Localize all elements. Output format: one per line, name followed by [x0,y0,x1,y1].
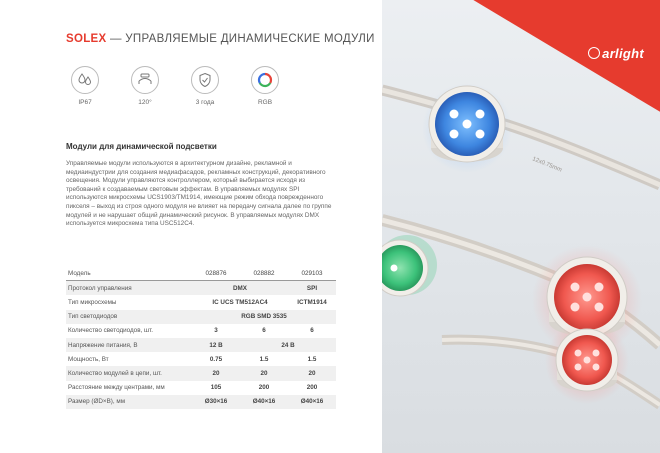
row-value: DMX [192,281,288,296]
row-label: Размер (ØD×В), мм [66,395,192,409]
row-value: 1.5 [307,355,317,363]
row-label: Протокол управления [66,281,192,296]
page-title [66,33,375,45]
title-brand: SOLEX [66,33,107,45]
section-subtitle: Модули для динамической подсветки [66,142,217,151]
angle-icon [131,66,159,94]
row-value: 1.5 [259,355,269,363]
feature-ip67 [60,66,110,106]
row-value: 3 [214,327,218,335]
row-value: 20 [192,366,240,380]
model-028882: 028882 [240,266,288,281]
table-row [66,395,336,409]
row-value: 24 В [240,338,336,352]
row-label: Тип светодиодов [66,310,192,324]
product-photo [382,0,660,453]
row-value: 12 В [192,338,240,352]
spec-table [66,266,336,409]
feature-label: IP67 [78,99,92,106]
rgb-ring-icon [251,66,279,94]
row-value: 200 [258,384,270,392]
row-value: Ø40×16 [240,395,288,409]
feature-warranty [180,66,230,106]
row-value: 0.75 [209,355,223,363]
feature-label: 3 года [195,99,215,106]
row-label: Расстояние между центрами, мм [68,384,165,392]
row-label: Тип микросхемы [68,298,117,306]
row-value: ICTM1914 [297,298,327,306]
table-row [66,381,336,395]
row-label: Мощность, Вт [68,355,109,363]
model-028876: 028876 [192,266,240,281]
row-value: 105 [210,384,222,392]
table-row [66,281,336,296]
cable-print: 12x0.75mm [531,156,563,174]
row-label: Количество модулей в цепи, шт. [66,366,192,380]
row-value: SPI [288,281,336,296]
table-row [66,352,336,366]
row-value: RGB SMD 3535 [192,310,336,324]
table-row [66,310,336,324]
row-value: Ø30×16 [192,395,240,409]
model-029103: 029103 [288,266,336,281]
spec-table-body [66,266,336,409]
row-label: Количество светодиодов, шт. [68,327,154,335]
table-header-row [66,266,336,281]
logo-text: arlight [602,46,644,61]
table-row [66,324,336,338]
feature-label: RGB [257,99,273,106]
table-header-label: Модель [66,266,192,281]
row-value: 6 [310,327,314,335]
title-text: — УПРАВЛЯЕМЫЕ ДИНАМИЧЕСКИЕ МОДУЛИ [106,33,375,45]
table-row [66,295,336,309]
shield-check-icon [191,66,219,94]
row-value: Ø40×16 [288,395,336,409]
section-paragraph: Управляемые модули используются в архитектурном дизайне, рекламной и медиаиндустрии для создания медиафасадов, рекламных конструкций, декоративного освещения. Модули управляются контроллером, который выбирается исходя из требований к создаваемым световым эффектам. В управляемых модулях SPI используются микросхемы UCS1903/TM1914, имеющие режим обхода поврежденного пикселя – выход из строя одного модуля не влияет на передачу сигнала далее по группе модулей и не нарушает общий динамический рисунок. В управляемых модулях DMX используется микросхема типа USC512C4. [66,160,332,228]
feature-rgb [240,66,290,106]
table-row [66,366,336,380]
row-value: 20 [240,366,288,380]
table-row [66,338,336,352]
arlight-logo-icon [588,47,600,59]
row-label: Напряжение питания, В [66,338,192,352]
feature-angle [120,66,170,106]
row-value: IC UCS TM512AC4 [212,298,268,306]
feature-label: 120° [138,99,152,106]
row-value: 200 [306,384,318,392]
row-value: 20 [288,366,336,380]
brand-logo [588,46,644,61]
drops-icon [71,66,99,94]
row-value: 6 [262,327,266,335]
